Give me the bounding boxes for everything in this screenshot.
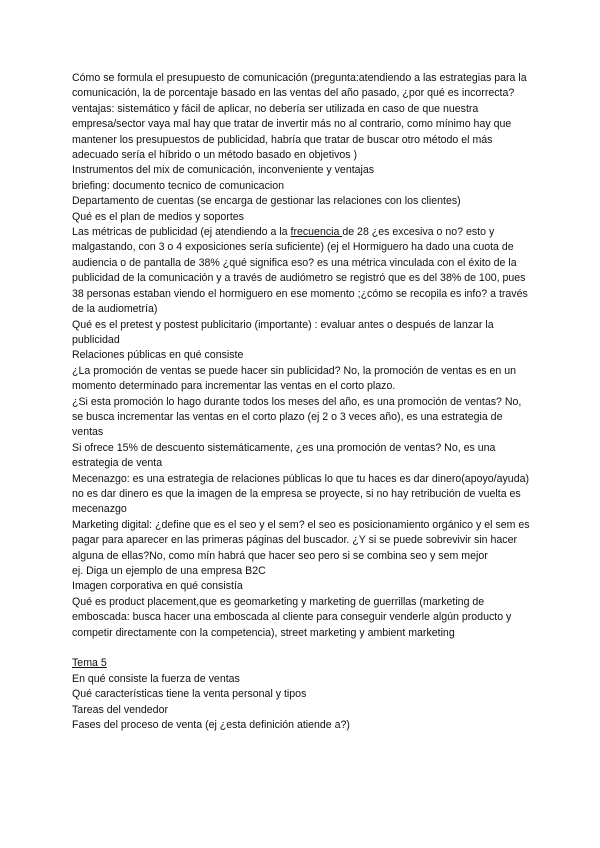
paragraph-imagen: Imagen corporativa en qué consistía [72, 580, 243, 593]
metricas-text-post: de 28 ¿es excesiva o no? esto y malgastando, con 3 o 4 exposiciones sería suficiente) (ej el Hormiguero ha dado una cuota de audiencia o de pantalla de 38% ¿qué significa eso? es una métrica vinculada con el éxito de la publicidad de la comunicación y a través de audiómetro se registró que es del 38% de 100, pues 38 personas estaban viendo el hormiguero en ese momento ;¿cómo se recopila es info? a través de la audiometría) [72, 226, 528, 316]
frecuencia-link[interactable]: frecuencia [290, 226, 343, 239]
paragraph-relaciones: Relaciones públicas en qué consiste [72, 349, 244, 362]
paragraph-departamento: Departamento de cuentas (se encarga de gestionar las relaciones con los clientes) [72, 195, 461, 208]
paragraph-descuento: Si ofrece 15% de descuento sistemáticamente, ¿es una promoción de ventas? No, es una estrategia de venta [72, 441, 496, 470]
section-heading-tema-5: Tema 5 [72, 657, 107, 670]
paragraph-promocion-1: ¿La promoción de ventas se puede hacer sin publicidad? No, la promoción de ventas es en un momento determinado para incrementar las ventas en el corto plazo. [72, 364, 517, 393]
document-body [72, 71, 534, 733]
paragraph-presupuesto: Cómo se formula el presupuesto de comunicación (pregunta:atendiendo a las estrategias para la comunicación, la de porcentaje basado en las ventas del año pasado, ¿por qué es incorrecta? ventajas: sistemático y fácil de aplicar, no debería ser utilizada en caso de que nuestra empresa/sector vaya mal hay que tratar de invertir más no al contrario, como mínimo hay que mantener los presupuestos de publicidad, habría que tratar de buscar otro método el más adecuado sería el híbrido o un método basado en objetivos ) [72, 72, 527, 162]
paragraph-pretest: Qué es el pretest y postest publicitario (importante) : evaluar antes o después de lanzar la publicidad [72, 318, 494, 346]
paragraph-marketing-digital: Marketing digital: ¿define que es el seo y el sem? el seo es posicionamiento orgánico y el sem es pagar para aparecer en las primeras páginas del buscador. ¿Y si se puede sobrevivir sin hacer alguna de ellas?No, como mín habrá que hacer seo pero si se combina seo y sem mejor [72, 518, 530, 562]
paragraph-tareas: Tareas del vendedor [72, 703, 168, 716]
metricas-text-pre: Las métricas de publicidad (ej atendiendo a la [72, 226, 291, 239]
paragraph-b2c: ej. Diga un ejemplo de una empresa B2C [72, 565, 266, 577]
spacer [72, 641, 534, 656]
paragraph-product-placement: Qué es product placement,que es geomarketing y marketing de guerrillas (marketing de emboscada: busca hacer una emboscada al cliente para conseguir venderle algún producto y competir directamente con la competencia), street marketing y ambient marketing [72, 595, 512, 639]
paragraph-mecenazgo: Mecenazgo: es una estrategia de relaciones públicas lo que tu haces es dar dinero(apoyo/ayuda) no es dar dinero es que la imagen de la empresa se proyecte, si no hay retribución de vuelta es mecenazgo [72, 472, 530, 516]
paragraph-instrumentos: Instrumentos del mix de comunicación, inconveniente y ventajas [72, 164, 375, 177]
paragraph-fases: Fases del proceso de venta (ej ¿esta definición atiende a?) [72, 719, 350, 732]
paragraph-promocion-2: ¿Si esta promoción lo hago durante todos los meses del año, es una promoción de ventas? No, se busca incrementar las ventas en el corto plazo (ej 2 o 3 veces año), es una estrategia de ventas [72, 395, 522, 439]
paragraph-briefing: briefing: documento tecnico de comunicacion [72, 179, 284, 192]
paragraph-fuerza-ventas: En qué consiste la fuerza de ventas [72, 672, 240, 685]
paragraph-plan-medios: Qué es el plan de medios y soportes [72, 210, 244, 223]
paragraph-venta-personal: Qué características tiene la venta personal y tipos [72, 688, 307, 701]
paragraph-metricas [72, 225, 534, 317]
